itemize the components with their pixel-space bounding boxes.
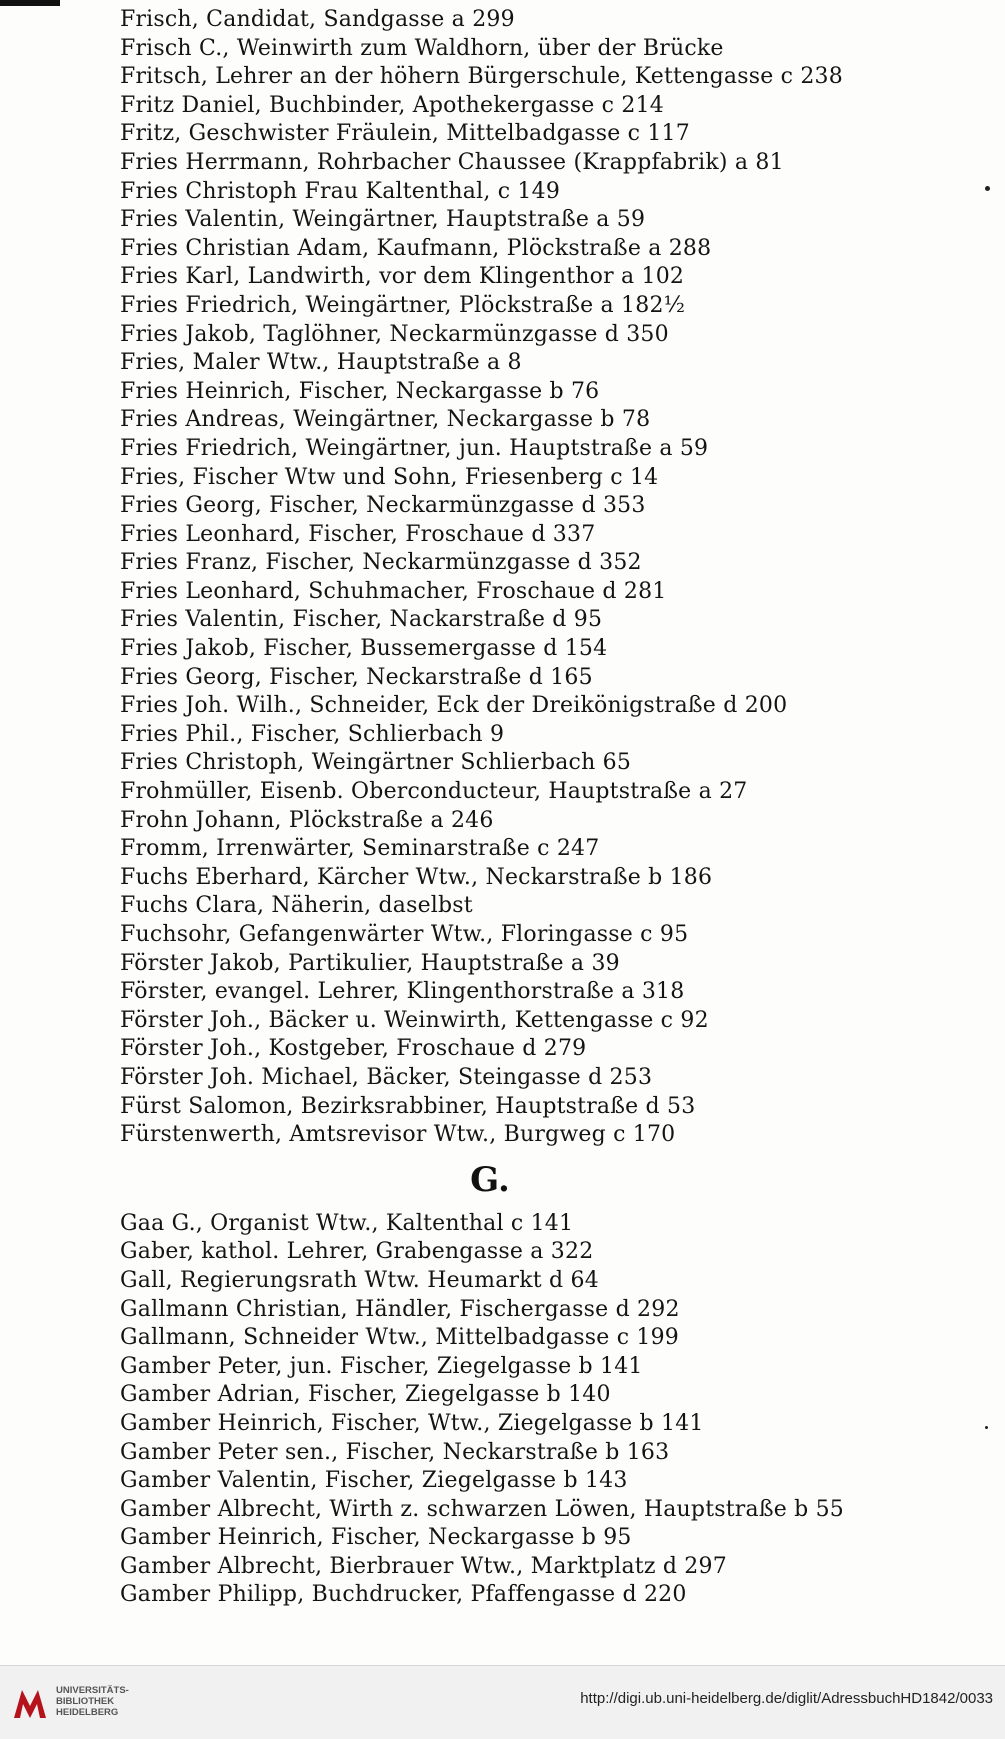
directory-entry: Fuchs Clara, Näherin, daselbst xyxy=(120,893,473,919)
directory-entry: Gamber Adrian, Fischer, Ziegelgasse b 140 xyxy=(120,1382,611,1408)
directory-entry: Fries, Maler Wtw., Hauptstraße a 8 xyxy=(120,350,522,376)
directory-entry: Fuchs Eberhard, Kärcher Wtw., Neckarstraße b 186 xyxy=(120,864,713,890)
directory-entry: Gamber Valentin, Fischer, Ziegelgasse b 143 xyxy=(120,1468,628,1494)
document-url-link[interactable]: http://digi.ub.uni-heidelberg.de/diglit/AdressbuchHD1842/0033 xyxy=(580,1690,993,1707)
directory-entry: Fries Friedrich, Weingärtner, jun. Hauptstraße a 59 xyxy=(120,435,709,461)
scan-edge-mark xyxy=(0,0,60,6)
directory-entry: Fritz Daniel, Buchbinder, Apothekergasse c 214 xyxy=(120,92,664,118)
footer-bar xyxy=(0,1665,1005,1739)
directory-entry: Fries Valentin, Fischer, Nackarstraße d 95 xyxy=(120,607,603,633)
directory-entry: Fries Herrmann, Rohrbacher Chaussee (Krappfabrik) a 81 xyxy=(120,149,784,175)
directory-entry: Fritz, Geschwister Fräulein, Mittelbadgasse c 117 xyxy=(120,121,690,147)
directory-entry: Gamber Heinrich, Fischer, Wtw., Ziegelgasse b 141 xyxy=(120,1410,704,1436)
directory-entry: Fromm, Irrenwärter, Seminarstraße c 247 xyxy=(120,836,600,862)
directory-entry: Gamber Albrecht, Bierbrauer Wtw., Marktplatz d 297 xyxy=(120,1553,727,1579)
directory-entry: Frohmüller, Eisenb. Oberconducteur, Hauptstraße a 27 xyxy=(120,779,748,805)
directory-entry: Fries Franz, Fischer, Neckarmünzgasse d 352 xyxy=(120,550,642,576)
directory-entry: Fries Leonhard, Fischer, Froschaue d 337 xyxy=(120,521,596,547)
ub-heidelberg-logo-icon[interactable] xyxy=(10,1684,50,1724)
directory-entry: Fries Heinrich, Fischer, Neckargasse b 76 xyxy=(120,378,600,404)
directory-entry: Fries Georg, Fischer, Neckarmünzgasse d 353 xyxy=(120,493,646,519)
directory-entry: Gaber, kathol. Lehrer, Grabengasse a 322 xyxy=(120,1239,594,1265)
directory-entry: Fries Friedrich, Weingärtner, Plöckstraße a 182½ xyxy=(120,292,686,318)
directory-entry: Gaa G., Organist Wtw., Kaltenthal c 141 xyxy=(120,1210,574,1236)
directory-entry: Förster Joh. Michael, Bäcker, Steingasse d 253 xyxy=(120,1064,653,1090)
directory-entry: Fries Phil., Fischer, Schlierbach 9 xyxy=(120,721,505,747)
speck-mark xyxy=(985,186,990,191)
directory-entry: Gallmann Christian, Händler, Fischergasse d 292 xyxy=(120,1296,680,1322)
directory-entry: Fürstenwerth, Amtsrevisor Wtw., Burgweg c 170 xyxy=(120,1122,676,1148)
directory-entry: Fuchsohr, Gefangenwärter Wtw., Floringasse c 95 xyxy=(120,922,689,947)
directory-entry: Frohn Johann, Plöckstraße a 246 xyxy=(120,807,494,833)
directory-entry: Gamber Peter sen., Fischer, Neckarstraße b 163 xyxy=(120,1439,670,1465)
directory-entry: Fries Jakob, Taglöhner, Neckarmünzgasse d 350 xyxy=(120,321,669,347)
directory-entry: Frisch, Candidat, Sandgasse a 299 xyxy=(120,7,515,32)
library-name-line: UNIVERSITÄTS- xyxy=(56,1685,129,1696)
directory-entry: Förster Joh., Bäcker u. Weinwirth, Kettengasse c 92 xyxy=(120,1007,709,1033)
directory-entries xyxy=(120,6,980,1610)
directory-entry: Fries Georg, Fischer, Neckarstraße d 165 xyxy=(120,664,593,690)
section-heading: G. xyxy=(470,1159,510,1200)
directory-entry: Fries Andreas, Weingärtner, Neckargasse b 78 xyxy=(120,407,651,433)
speck-mark xyxy=(985,1426,988,1429)
directory-entry: Gall, Regierungsrath Wtw. Heumarkt d 64 xyxy=(120,1267,599,1293)
library-name-line: HEIDELBERG xyxy=(56,1707,119,1718)
directory-entry: Fries Jakob, Fischer, Bussemergasse d 154 xyxy=(120,636,608,662)
directory-entry: Frisch C., Weinwirth zum Waldhorn, über der Brücke xyxy=(120,35,724,61)
library-name[interactable] xyxy=(56,1685,129,1718)
directory-entry: Fries Christian Adam, Kaufmann, Plöckstraße a 288 xyxy=(120,235,712,261)
directory-entry: Förster Joh., Kostgeber, Froschaue d 279 xyxy=(120,1036,587,1062)
directory-entry: Gamber Philipp, Buchdrucker, Pfaffengasse d 220 xyxy=(120,1582,687,1608)
directory-entry: Gamber Heinrich, Fischer, Neckargasse b 95 xyxy=(120,1525,632,1551)
directory-entry: Fries Leonhard, Schuhmacher, Froschaue d 281 xyxy=(120,578,667,604)
directory-entry: Fries Christoph Frau Kaltenthal, c 149 xyxy=(120,178,561,204)
directory-entry: Fürst Salomon, Bezirksrabbiner, Hauptstraße d 53 xyxy=(120,1093,696,1119)
directory-entry: Gamber Albrecht, Wirth z. schwarzen Löwen, Hauptstraße b 55 xyxy=(120,1496,844,1522)
library-name-line: BIBLIOTHEK xyxy=(56,1696,115,1707)
directory-entry: Fries Karl, Landwirth, vor dem Klingenthor a 102 xyxy=(120,264,685,290)
directory-entry: Fries, Fischer Wtw und Sohn, Friesenberg c 14 xyxy=(120,464,659,490)
directory-entry: Fries Joh. Wilh., Schneider, Eck der Dreikönigstraße d 200 xyxy=(120,693,788,719)
directory-entry: Fries Christoph, Weingärtner Schlierbach 65 xyxy=(120,750,632,776)
directory-entry: Gallmann, Schneider Wtw., Mittelbadgasse c 199 xyxy=(120,1325,679,1351)
directory-entry: Förster, evangel. Lehrer, Klingenthorstraße a 318 xyxy=(120,979,685,1005)
directory-entry: Gamber Peter, jun. Fischer, Ziegelgasse b 141 xyxy=(120,1353,643,1379)
directory-entry: Fritsch, Lehrer an der höhern Bürgerschule, Kettengasse c 238 xyxy=(120,64,843,90)
directory-entry: Förster Jakob, Partikulier, Hauptstraße a 39 xyxy=(120,950,620,976)
directory-entry: Fries Valentin, Weingärtner, Hauptstraße a 59 xyxy=(120,207,646,233)
